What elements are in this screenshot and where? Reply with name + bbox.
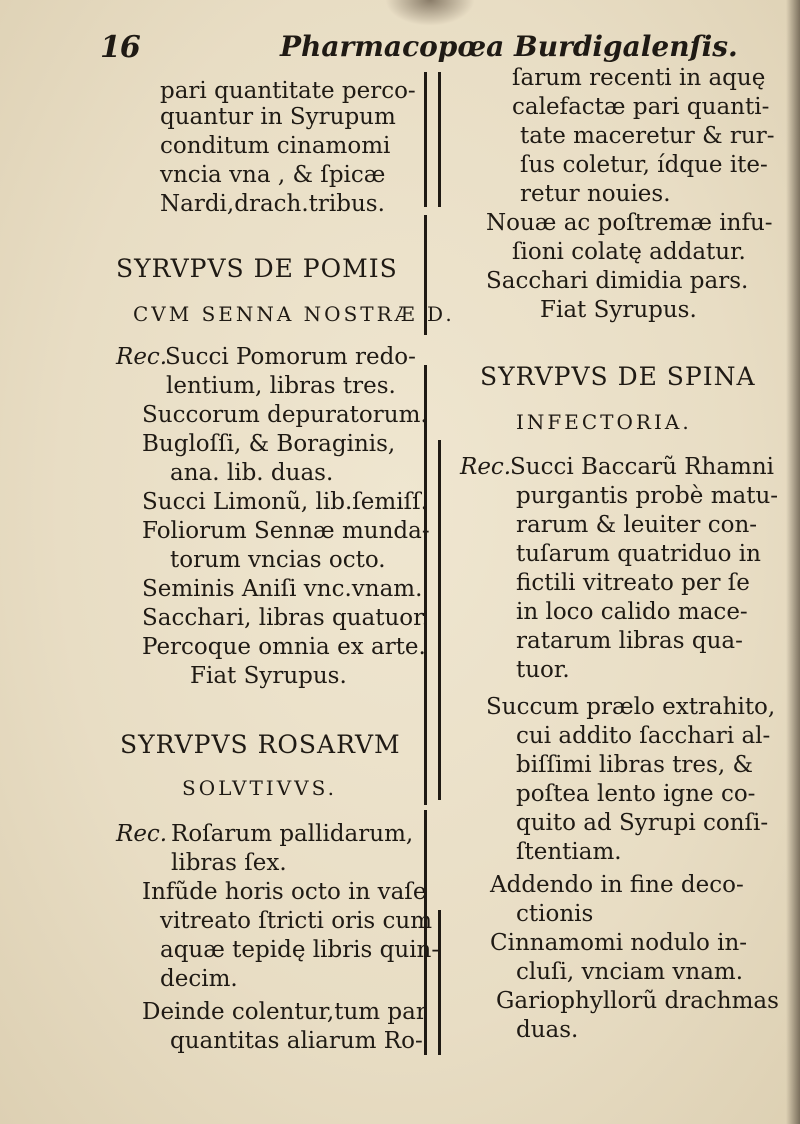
text-line: tate maceretur & rur-: [520, 123, 775, 149]
text-line: Succi Baccarũ Rhamni: [510, 454, 775, 480]
text-line: libras ſex.: [171, 850, 287, 876]
text-line: Fiat Syrupus.: [190, 663, 347, 689]
text-line: vncia vna , & ſpicæ: [160, 162, 386, 188]
text-line: Sacchari dimidia pars.: [486, 268, 749, 294]
page-number: 16: [100, 30, 140, 65]
page-stain: [385, 0, 475, 26]
text-line: Gariophyllorũ drachmas: [496, 988, 779, 1014]
text-line: Fiat Syrupus.: [540, 297, 697, 323]
recipe-label: Rec.: [116, 344, 168, 370]
text-line: ſtentiam.: [516, 839, 622, 865]
text-line: tuſarum quatriduo in: [516, 541, 761, 567]
text-line: Seminis Aniſi vnc.vnam.: [142, 576, 423, 602]
text-line: duas.: [516, 1017, 579, 1043]
section-subheading: INFECTORIA.: [516, 410, 692, 434]
text-line: cui addito ſacchari al-: [516, 723, 771, 749]
text-line: pari quantitate perco-: [160, 78, 416, 104]
column-rule-right-1: [438, 72, 441, 207]
text-line: Succum prælo extrahito,: [486, 694, 776, 720]
text-line: decim.: [160, 966, 238, 992]
text-line: in loco calido mace-: [516, 599, 748, 625]
text-line: rarum & leuiter con-: [516, 512, 758, 538]
text-line: lentium, libras tres.: [166, 373, 396, 399]
text-line: conditum cinamomi: [160, 133, 391, 159]
text-line: ratarum libras qua-: [516, 628, 743, 654]
recipe-label: Rec.: [460, 454, 512, 480]
text-line: quantitas aliarum Ro-: [170, 1028, 423, 1054]
column-rule-right-4: [438, 910, 441, 1055]
section-heading: SYRVPVS DE POMIS: [116, 254, 398, 283]
section-heading: SYRVPVS DE SPINA: [480, 362, 756, 391]
text-line: poſtea lento igne co-: [516, 781, 756, 807]
text-line: Nardi,drach.tribus.: [160, 191, 385, 217]
text-line: cluſi, vnciam vnam.: [516, 959, 744, 985]
text-line: ſus coletur, ídque ite-: [520, 152, 768, 178]
text-line: Deinde colentur,tum par: [142, 999, 427, 1025]
text-line: ana. lib. duas.: [170, 460, 334, 486]
text-line: Bugloſſi, & Boraginis,: [142, 431, 396, 457]
recipe-label: Rec.: [116, 821, 168, 847]
section-subheading: SOLVTIVVS.: [182, 776, 337, 800]
text-line: Succi Limonũ, lib.ſemiſſ.: [142, 489, 428, 515]
text-line: retur nouies.: [520, 181, 671, 207]
text-line: calefactæ pari quanti-: [512, 94, 770, 120]
section-heading: SYRVPVS ROSARVM: [120, 730, 401, 759]
text-line: biſſimi libras tres, &: [516, 752, 753, 778]
text-line: ctionis: [516, 901, 594, 927]
text-line: Percoque omnia ex arte.: [142, 634, 426, 660]
text-line: Roſarum pallidarum,: [171, 821, 414, 847]
text-line: purgantis probè matu-: [516, 483, 779, 509]
column-rule-left-3: [424, 365, 427, 805]
text-line: quito ad Syrupi conſi-: [516, 810, 769, 836]
text-line: ſarum recenti in aquę: [512, 65, 766, 91]
text-line: Succi Pomorum redo-: [165, 344, 416, 370]
text-line: torum vncias octo.: [170, 547, 386, 573]
text-line: Sacchari, libras quatuor.: [142, 605, 429, 631]
text-line: quantur in Syrupum: [160, 104, 396, 130]
text-line: Addendo in fine deco-: [490, 872, 744, 898]
section-subheading: CVM SENNA NOSTRÆ D.: [133, 302, 455, 326]
running-title: Pharmacopœa Burdigalenſis.: [280, 30, 738, 63]
text-line: Foliorum Sennæ munda-: [142, 518, 430, 544]
column-rule-right-3: [438, 440, 441, 800]
text-line: Nouæ ac poſtremæ infu-: [486, 210, 773, 236]
text-line: vitreato ſtricti oris cum: [160, 908, 433, 934]
text-line: Infũde horis octo in vaſe: [142, 879, 427, 905]
text-line: aquæ tepidę libris quin-: [160, 937, 440, 963]
text-line: ſioni colatę addatur.: [512, 239, 746, 265]
text-line: tuor.: [516, 657, 570, 683]
text-line: fictili vitreato per ſe: [516, 570, 750, 596]
text-line: Succorum depuratorum.: [142, 402, 428, 428]
page-gutter-shadow: [786, 0, 800, 1124]
text-line: Cinnamomi nodulo in-: [490, 930, 748, 956]
column-rule-left-1: [424, 72, 427, 207]
